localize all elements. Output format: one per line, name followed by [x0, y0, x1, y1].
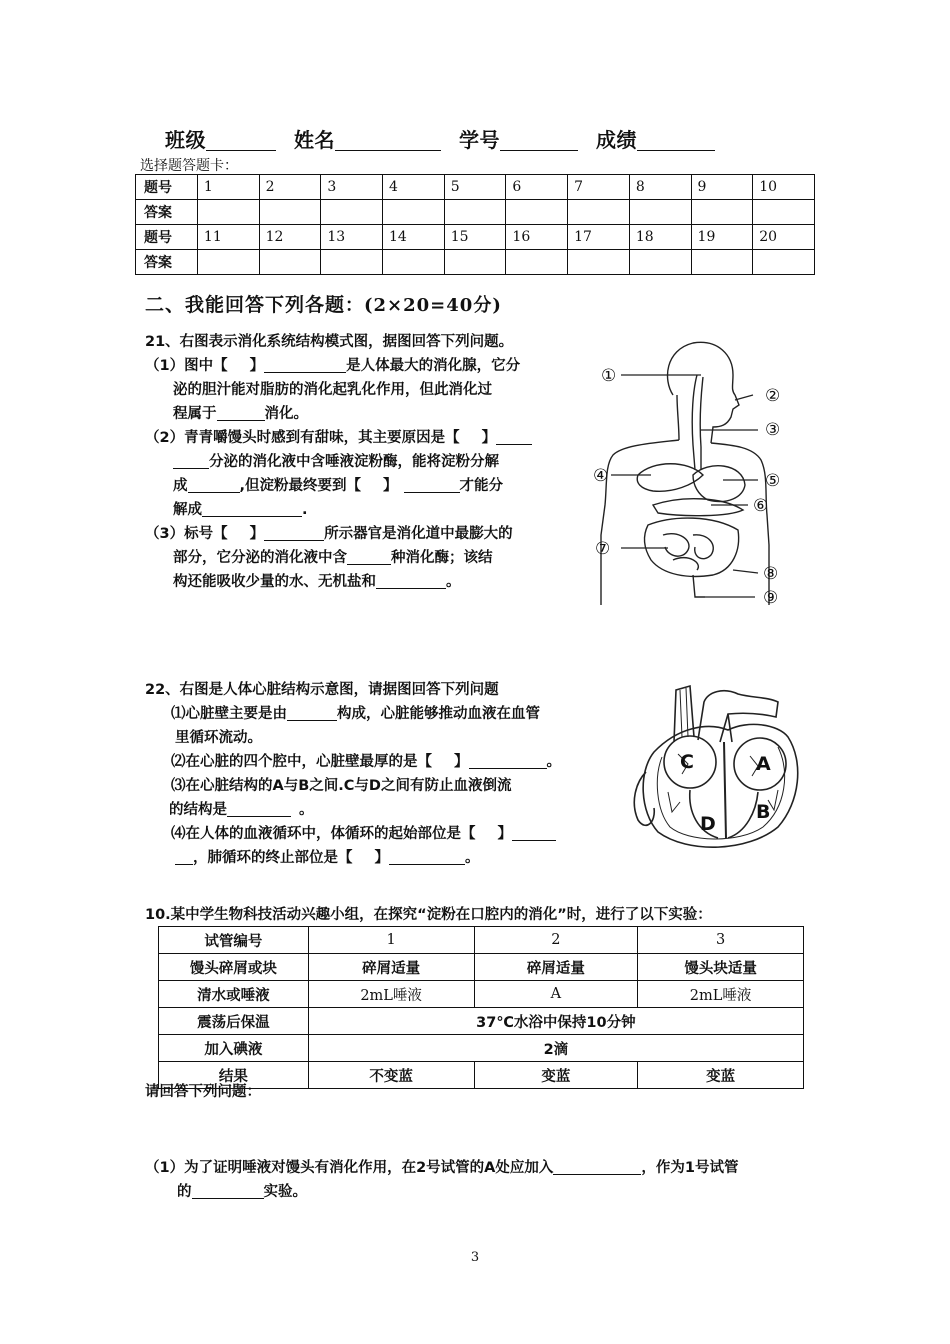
experiment-row-label: 清水或唾液 — [159, 981, 309, 1008]
experiment-cell: 变蓝 — [474, 1062, 638, 1089]
answer-blank[interactable] — [175, 847, 193, 865]
answer-cell[interactable] — [629, 250, 691, 275]
digestive-label: ① — [601, 366, 617, 386]
experiment-row — [159, 981, 804, 1008]
experiment-header-row — [159, 927, 804, 954]
digestive-system-figure — [593, 335, 803, 610]
experiment-row — [159, 1035, 804, 1062]
q21-text: 是人体最大的消化腺，它分 — [346, 358, 521, 374]
q22-text: ，肺循环的终止部位是【 — [193, 850, 353, 866]
question-prompt: 请回答下列问题： — [145, 1084, 261, 1100]
question-number-cell: 17 — [568, 225, 630, 250]
answer-blank[interactable] — [376, 571, 446, 589]
q21-text: （1）图中【 — [145, 358, 228, 374]
section-title — [145, 290, 502, 317]
question-number-cell: 16 — [506, 225, 568, 250]
answer-blank[interactable] — [347, 547, 391, 565]
experiment-row — [159, 954, 804, 981]
digestive-label: ④ — [593, 466, 609, 486]
experiment-cell: 变蓝 — [638, 1062, 804, 1089]
digestive-label: ⑨ — [763, 588, 779, 608]
digestive-label: ② — [765, 386, 781, 406]
question-number-cell: 5 — [444, 175, 506, 200]
heart-chamber-label: A — [756, 753, 771, 775]
q21-text: 】 — [481, 430, 497, 446]
experiment-row-label: 馒头碎屑或块 — [159, 954, 309, 981]
question-22 — [145, 678, 561, 870]
q22-text: 里循环流动。 — [175, 730, 262, 746]
q10-text: ，作为1号试管 — [641, 1160, 739, 1176]
q10-text: 实验。 — [263, 1184, 307, 1200]
answer-cell[interactable] — [629, 200, 691, 225]
experiment-cell: 碎屑适量 — [474, 954, 638, 981]
experiment-cell: 不变蓝 — [308, 1062, 474, 1089]
name-label: 姓名 — [294, 128, 335, 152]
answer-cell[interactable] — [383, 250, 445, 275]
q10-text: 的 — [177, 1184, 192, 1200]
answer-cell[interactable] — [321, 250, 383, 275]
question-number-cell: 8 — [629, 175, 691, 200]
question-number-cell: 9 — [691, 175, 753, 200]
q21-text: 】 — [249, 526, 265, 542]
q21-text: 】 — [383, 478, 398, 494]
question-number-cell: 15 — [444, 225, 506, 250]
question-number-cell: 14 — [383, 225, 445, 250]
q22-text: 】 — [454, 754, 469, 770]
answer-blank[interactable] — [553, 1157, 641, 1175]
answer-card-row — [136, 200, 815, 225]
q21-stem: 21、右图表示消化系统结构模式图，据图回答下列问题。 — [145, 334, 514, 350]
student-id-blank[interactable] — [500, 130, 578, 151]
q22-text: ⑷在人体的血液循环中，体循环的起始部位是【 — [171, 826, 476, 842]
q21-text: 消化。 — [264, 406, 308, 422]
experiment-cell: 2mL唾液 — [638, 981, 804, 1008]
experiment-cell: 2滴 — [308, 1035, 803, 1062]
digestive-label: ⑧ — [763, 564, 779, 584]
question-number-cell: 12 — [259, 225, 321, 250]
answer-card-row — [136, 250, 815, 275]
q21-text: 分泌的消化液中含唾液淀粉酶，能将淀粉分解 — [209, 454, 499, 470]
experiment-row-label: 加入碘液 — [159, 1035, 309, 1062]
q22-text: ⑴心脏壁主要是由 — [171, 706, 287, 722]
class-label: 班级 — [165, 128, 206, 152]
q21-text: 解成 — [173, 502, 202, 518]
question-21 — [145, 330, 532, 594]
heart-figure — [628, 682, 808, 854]
question-number-cell: 6 — [506, 175, 568, 200]
q22-text: 】 — [374, 850, 389, 866]
experiment-cell: 碎屑适量 — [308, 954, 474, 981]
page-number: 3 — [470, 1250, 480, 1265]
experiment-cell: 2mL唾液 — [308, 981, 474, 1008]
q21-text: 】 — [249, 358, 265, 374]
q21-text: ,但淀粉最终要到【 — [239, 478, 362, 494]
q21-text: 构还能吸收少量的水、无机盐和 — [173, 574, 376, 590]
experiment-header-cell: 试管编号 — [159, 927, 309, 954]
q21-text: 成 — [173, 478, 188, 494]
q22-text: 。 — [546, 754, 561, 770]
answer-blank[interactable] — [188, 475, 240, 493]
heart-chamber-label: B — [756, 801, 771, 823]
answer-blank[interactable] — [173, 451, 209, 469]
q22-text: ⑶在心脏结构的A与B之间.C与D之间有防止血液倒流 — [171, 778, 512, 794]
experiment-table — [158, 926, 804, 1089]
student-id-label: 学号 — [459, 128, 500, 152]
question-10-sub1 — [145, 1156, 739, 1204]
experiment-header-cell: 1 — [308, 927, 474, 954]
q22-text: 。 — [465, 850, 480, 866]
answer-blank[interactable] — [217, 403, 265, 421]
answer-cell[interactable] — [568, 200, 630, 225]
digestive-label: ③ — [765, 420, 781, 440]
digestive-label: ⑦ — [595, 539, 611, 559]
digestive-label: ⑥ — [753, 496, 769, 516]
answer-card-caption: 选择题答题卡： — [140, 158, 238, 174]
answer-blank[interactable] — [512, 823, 556, 841]
answer-cell[interactable] — [691, 200, 753, 225]
student-info-header — [165, 124, 733, 153]
q21-text: 程属于 — [173, 406, 217, 422]
answer-cell[interactable] — [197, 250, 259, 275]
q21-text: 才能分 — [459, 478, 504, 494]
answer-blank[interactable] — [192, 1181, 264, 1199]
answer-cell[interactable] — [753, 200, 815, 225]
answer-cell[interactable] — [568, 250, 630, 275]
answer-cell[interactable] — [259, 200, 321, 225]
q22-text: 。 — [299, 802, 314, 818]
answer-card-row — [136, 225, 815, 250]
question-number-cell: 11 — [197, 225, 259, 250]
answer-cell[interactable] — [506, 200, 568, 225]
question-number-cell: 20 — [753, 225, 815, 250]
answer-card-row-head: 题号 — [136, 175, 198, 200]
digestive-label: ⑤ — [765, 471, 781, 491]
question-number-cell: 13 — [321, 225, 383, 250]
answer-cell[interactable] — [506, 250, 568, 275]
answer-blank[interactable] — [469, 751, 547, 769]
q22-text: 的结构是 — [169, 802, 227, 818]
q22-text: 】 — [497, 826, 512, 842]
class-blank[interactable] — [206, 130, 276, 151]
experiment-row — [159, 1008, 804, 1035]
score-label: 成绩 — [596, 128, 637, 152]
answer-cell[interactable] — [259, 250, 321, 275]
q22-text: 构成，心脏能够推动血液在血管 — [337, 706, 540, 722]
experiment-cell: 37℃水浴中保持10分钟 — [308, 1008, 803, 1035]
answer-cell[interactable] — [444, 250, 506, 275]
score-blank[interactable] — [637, 130, 715, 151]
answer-blank[interactable] — [264, 523, 324, 541]
question-number-cell: 1 — [197, 175, 259, 200]
experiment-cell: 馒头块适量 — [638, 954, 804, 981]
answer-cell[interactable] — [444, 200, 506, 225]
question-number-cell: 3 — [321, 175, 383, 200]
q22-stem: 22、右图是人体心脏结构示意图，请据图回答下列问题 — [145, 682, 499, 698]
q22-text: ⑵在心脏的四个腔中，心脏壁最厚的是【 — [171, 754, 432, 770]
q10-text: （1）为了证明唾液对馒头有消化作用，在2号试管的A处应加入 — [145, 1160, 554, 1176]
answer-cell[interactable] — [197, 200, 259, 225]
answer-card-row-head: 答案 — [136, 250, 198, 275]
question-number-cell: 18 — [629, 225, 691, 250]
question-number-cell: 10 — [753, 175, 815, 200]
question-number-cell: 19 — [691, 225, 753, 250]
answer-card-row-head: 题号 — [136, 225, 198, 250]
name-blank[interactable] — [335, 130, 441, 151]
q21-text: 种消化酶；该结 — [391, 550, 493, 566]
experiment-header-cell: 2 — [474, 927, 638, 954]
answer-blank[interactable] — [287, 703, 337, 721]
answer-blank[interactable] — [227, 799, 291, 817]
experiment-cell: A — [474, 981, 638, 1008]
question-number-cell: 4 — [383, 175, 445, 200]
heart-chamber-label: D — [700, 813, 716, 835]
question-number-cell: 7 — [568, 175, 630, 200]
answer-card-table — [135, 174, 815, 275]
answer-cell[interactable] — [321, 200, 383, 225]
answer-cell[interactable] — [383, 200, 445, 225]
experiment-row-label: 震荡后保温 — [159, 1008, 309, 1035]
experiment-header-cell: 3 — [638, 927, 804, 954]
answer-blank[interactable] — [389, 847, 465, 865]
answer-blank[interactable] — [202, 499, 302, 517]
heart-chamber-label: C — [680, 751, 694, 773]
q21-text: 所示器官是消化道中最膨大的 — [324, 526, 513, 542]
q21-text: 部分，它分泌的消化液中含 — [173, 550, 347, 566]
section-score: ：(2×20=40分) — [345, 295, 502, 316]
q21-text: （2）青青嚼馒头时感到有甜味，其主要原因是【 — [145, 430, 460, 446]
answer-blank[interactable] — [404, 475, 460, 493]
q21-text: . — [302, 502, 308, 518]
answer-card-row — [136, 175, 815, 200]
answer-cell[interactable] — [753, 250, 815, 275]
question-number-cell: 2 — [259, 175, 321, 200]
answer-cell[interactable] — [691, 250, 753, 275]
section-title-text: 二、我能回答下列各题 — [145, 294, 346, 316]
answer-blank[interactable] — [264, 355, 346, 373]
q21-text: 泌的胆汁能对脂肪的消化起乳化作用，但此消化过 — [173, 382, 492, 398]
question-10-stem: 10.某中学生物科技活动兴趣小组，在探究“淀粉在口腔内的消化”时，进行了以下实验： — [145, 907, 712, 923]
q21-text: 。 — [446, 574, 461, 590]
answer-card-row-head: 答案 — [136, 200, 198, 225]
experiment-row-label: 结果 — [159, 1062, 309, 1089]
answer-blank[interactable] — [496, 427, 532, 445]
q21-text: （3）标号【 — [145, 526, 228, 542]
